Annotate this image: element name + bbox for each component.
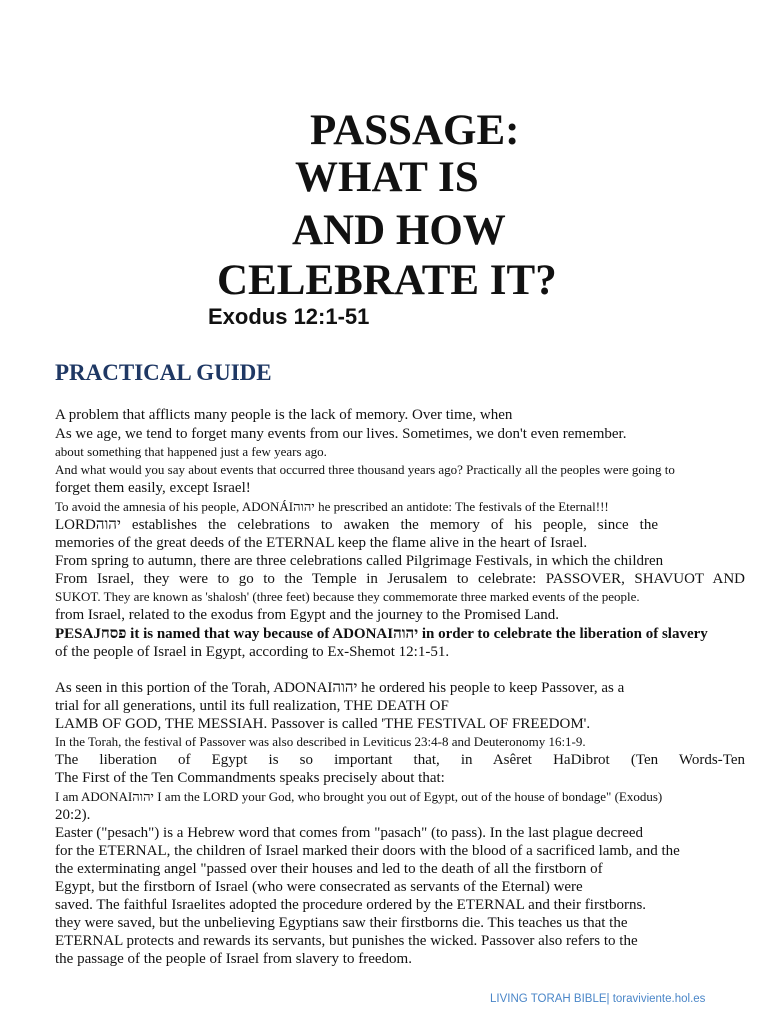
title-line-2: WHAT IS [295,154,479,201]
footer-credit: LIVING TORAH BIBLE| toraviviente.hol.es [490,993,706,1005]
body-line: Easter ("pesach") is a Hebrew word that comes from "pasach" (to pass). In the last plague decreed [55,825,644,841]
body-line: As seen in this portion of the Torah, ADONAIיהוה he ordered his people to keep Passover, as a [55,680,625,696]
body-line: A problem that afflicts many people is the lack of memory. Over time, when [55,407,513,423]
body-line: The First of the Ten Commandments speaks precisely about that: [55,770,445,786]
body-line: To avoid the amnesia of his people, ADONÁIיהוה he prescribed an antidote: The festivals of the Eternal!!! [55,499,609,514]
body-line: SUKOT. They are known as 'shalosh' (three feet) because they commemorate three marked events of the people. [55,589,640,604]
body-line: I am ADONAIיהוה I am the LORD your God, who brought you out of Egypt, out of the house of bondage" (Exodus) [55,789,663,804]
body-line: 20:2). [55,807,91,823]
title-line-4: CELEBRATE IT? [217,257,557,304]
body-line: From Israel, they were to go to the Temple in Jerusalem to celebrate: PASSOVER, SHAVUOT AND [55,571,745,587]
body-line: LORDיהוה establishes the celebrations to awaken the memory of his people, since the [55,517,658,533]
body-line: As we age, we tend to forget many events from our lives. Sometimes, we don't even remember. [55,426,627,442]
body-line: about something that happened just a few years ago. [55,444,327,459]
body-line: In the Torah, the festival of Passover was also described in Leviticus 23:4-8 and Deuteronomy 16:1-9. [55,734,586,749]
body-line: from Israel, related to the exodus from Egypt and the journey to the Promised Land. [55,607,560,623]
body-line: saved. The faithful Israelites adopted the procedure ordered by the ETERNAL and their firstborns. [55,897,647,913]
body-line: And what would you say about events that occurred three thousand years ago? Practically all the peoples were going to [55,462,675,477]
body-line: the passage of the people of Israel from slavery to freedom. [55,951,412,967]
body-line: forget them easily, except Israel! [55,480,251,496]
body-line: memories of the great deeds of the ETERNAL keep the flame alive in the heart of Israel. [55,535,588,551]
body-line: of the people of Israel in Egypt, according to Ex-Shemot 12:1-51. [55,644,450,660]
body-line: they were saved, but the unbelieving Egyptians saw their firstborns die. This teaches us that the [55,915,628,931]
body-line: trial for all generations, until its full realization, THE DEATH OF [55,698,449,714]
body-line: LAMB OF GOD, THE MESSIAH. Passover is called 'THE FESTIVAL OF FREEDOM'. [55,716,591,732]
body-line: for the ETERNAL, the children of Israel marked their doors with the blood of a sacrificed lamb, and the [55,843,680,859]
body-line: the exterminating angel "passed over their houses and led to the death of all the firstborn of [55,861,603,877]
title-line-3: AND HOW [292,207,506,254]
section-heading: PRACTICAL GUIDE [55,360,272,385]
title-line-1: PASSAGE: [310,107,520,154]
body-line: PESAJפסח it is named that way because of ADONAIיהוה in order to celebrate the liberation of slavery [55,626,708,642]
body-line: Egypt, but the firstborn of Israel (who were consecrated as servants of the Eternal) were [55,879,583,895]
body-line: From spring to autumn, there are three celebrations called Pilgrimage Festivals, in which the children [55,553,664,569]
subtitle-reference: Exodus 12:1-51 [208,304,370,329]
body-line: The liberation of Egypt is so important that, in Asêret HaDibrot (Ten Words-Ten [55,752,745,768]
body-line: ETERNAL protects and rewards its servants, but punishes the wicked. Passover also refers to the [55,933,638,949]
